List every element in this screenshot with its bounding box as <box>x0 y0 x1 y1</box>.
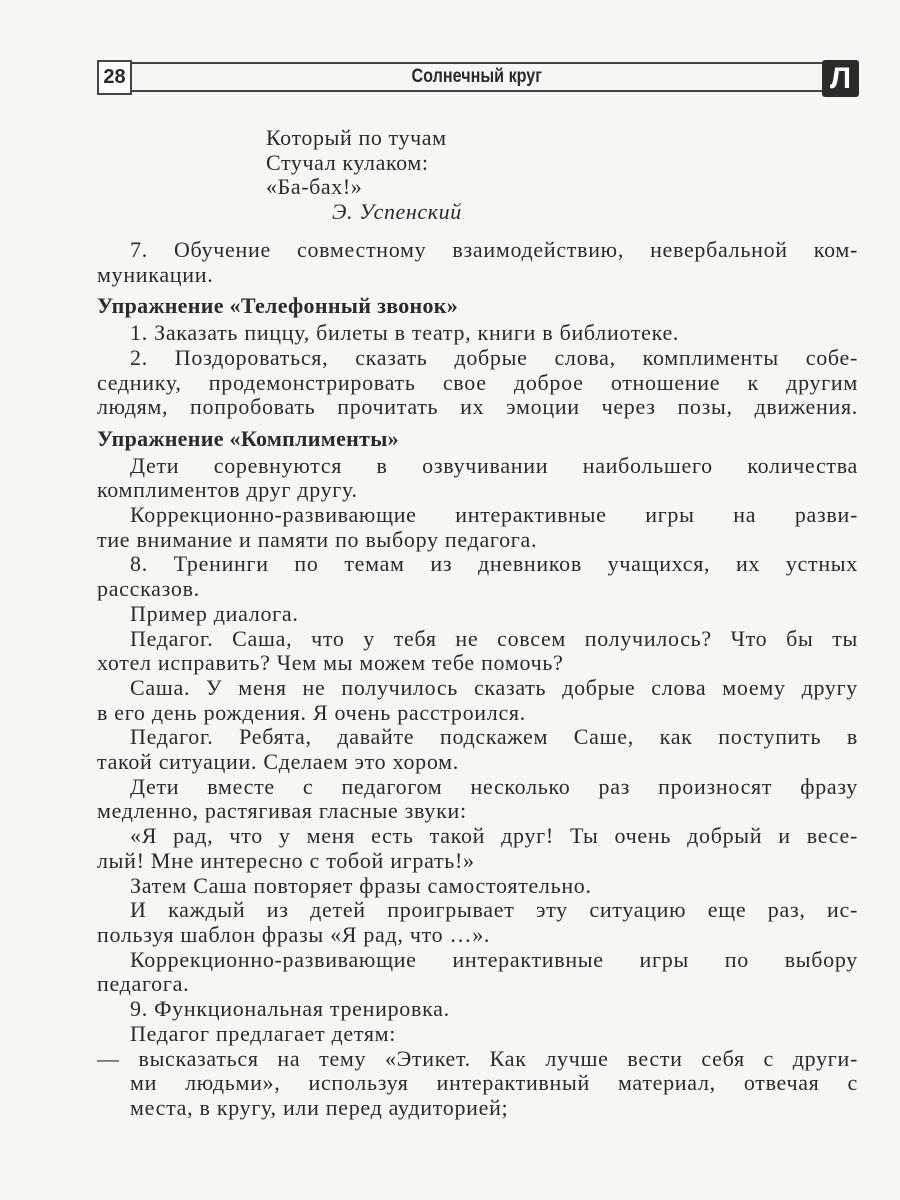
text-line: рассказов. <box>97 576 200 602</box>
text-line: седнику, продемонстрировать свое доброе отношение к другим <box>97 369 858 395</box>
poem-line: «Ба-бах!» <box>266 174 363 199</box>
text-line: — высказаться на тему «Этикет. Как лучше вести себя с други- <box>97 1045 858 1071</box>
text-line: Дети вместе с педагогом несколько раз произносят фразу <box>130 773 858 799</box>
text-line: И каждый из детей проигрывает эту ситуацию еще раз, ис- <box>130 897 858 923</box>
text-line: Педагог. Ребята, давайте подскажем Саше, как поступить в <box>130 724 858 750</box>
poem-line: Стучал кулаком: <box>266 149 429 175</box>
text-line: людям, попробовать прочитать их эмоции через позы, движения. <box>97 394 858 420</box>
poem-author: Э. Успенский <box>332 198 462 224</box>
text-line: ми людьми», используя интерактивный материал, отвечая с <box>130 1070 858 1096</box>
text-line: муникации. <box>97 261 214 287</box>
text-line: Дети соревнуются в озвучивании наибольшего количества <box>130 452 858 478</box>
text-line: Затем Саша повторяет фразы самостоятельно. <box>130 872 592 898</box>
text-line: 9. Функциональная тренировка. <box>130 996 450 1022</box>
text-line: хотел исправить? Чем мы можем тебе помочь? <box>97 650 564 676</box>
page-number: 28 <box>97 60 132 95</box>
text-line: пользуя шаблон фразы «Я рад, что …». <box>97 921 491 947</box>
running-header <box>132 62 822 92</box>
text-line: такой ситуации. Сделаем это хором. <box>97 749 459 775</box>
text-line: места, в кругу, или перед аудиторией; <box>130 1094 509 1120</box>
text-line: педагога. <box>97 971 190 997</box>
text-line: 2. Поздороваться, сказать добрые слова, комплименты собе- <box>130 344 858 370</box>
section-heading: Упражнение «Телефонный звонок» <box>97 293 459 319</box>
section-heading: Упражнение «Комплименты» <box>97 425 399 451</box>
section-logo: Л <box>822 60 859 97</box>
text-line: «Я рад, что у меня есть такой друг! Ты очень добрый и весе- <box>130 823 858 849</box>
text-line: медленно, растягивая гласные звуки: <box>97 798 467 824</box>
body-text <box>97 238 858 1121</box>
text-line: 1. Заказать пиццу, билеты в театр, книги в библиотеке. <box>130 320 680 346</box>
text-line: тие внимание и памяти по выбору педагога. <box>97 526 538 552</box>
text-line: 7. Обучение совместному взаимодействию, невербальной ком- <box>130 237 858 262</box>
text-line: в его день рождения. Я очень расстроился. <box>97 699 526 725</box>
text-line: Коррекционно-развивающие интерактивные игры на разви- <box>130 502 858 528</box>
text-line: Педагог предлагает детям: <box>130 1020 397 1046</box>
text-line: лый! Мне интересно с тобой играть!» <box>97 847 475 873</box>
text-line: комплиментов друг другу. <box>97 477 358 503</box>
poem-line: Который по тучам <box>266 125 447 150</box>
text-line: Коррекционно-развивающие интерактивные игры по выбору <box>130 946 858 972</box>
running-header-title: Солнечный круг <box>411 66 543 87</box>
poem-excerpt <box>266 126 462 224</box>
text-line: Пример диалога. <box>130 600 299 626</box>
text-line: Саша. У меня не получилось сказать добрые слова моему другу <box>130 674 858 700</box>
text-line: Педагог. Саша, что у тебя не совсем получилось? Что бы ты <box>130 625 858 651</box>
text-line: 8. Тренинги по темам из дневников учащихся, их устных <box>130 551 858 577</box>
